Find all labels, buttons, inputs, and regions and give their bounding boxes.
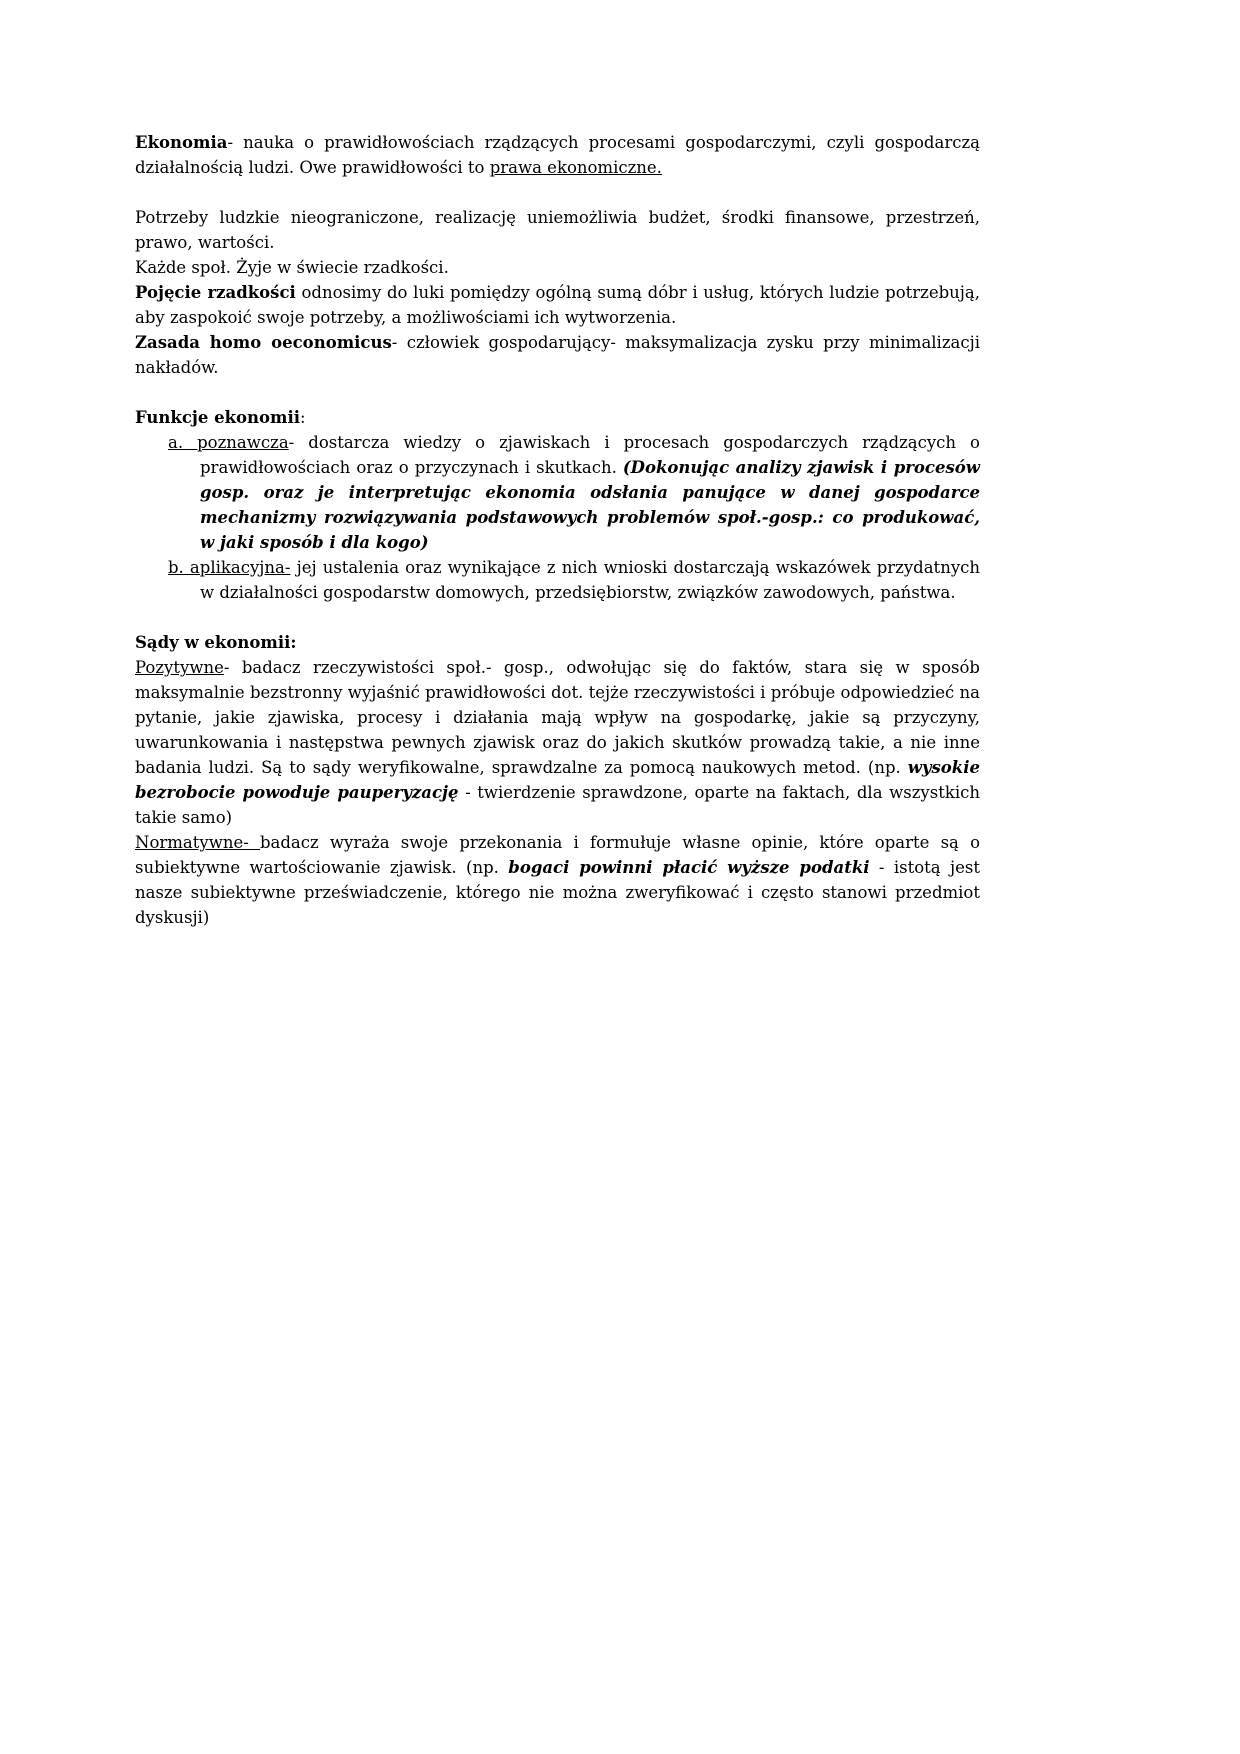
- blank-line: [135, 380, 980, 405]
- text-run: Sądy w ekonomii:: [135, 633, 297, 652]
- document-body: [135, 130, 980, 930]
- paragraph: [135, 255, 980, 280]
- text-run: Normatywne-: [135, 833, 260, 852]
- text-run: (Dokonując analizy zjawisk i procesów gosp. oraz je interpretując ekonomia odsłania panujące w danej gospodarce mechanizmy rozwiązywania podstawowych problemów społ.-gosp.: co produkować, w jaki sposób i dla kogo): [200, 458, 980, 552]
- text-run: Pojęcie rzadkości: [135, 283, 296, 302]
- paragraph: [135, 830, 980, 930]
- text-run: - dostarcza wiedzy o zjawiskach i procesach gospodarczych rządzących o prawidłowościach oraz o przyczynach i skutkach.: [200, 433, 980, 477]
- text-run: a. poznawcza: [168, 433, 289, 452]
- paragraph: [135, 405, 980, 430]
- text-run: Zasada homo oeconomicus: [135, 333, 392, 352]
- text-run: Funkcje ekonomii: [135, 408, 301, 427]
- text-run: - człowiek gospodarujący- maksymalizacja zysku przy minimalizacji nakładów.: [135, 333, 981, 377]
- text-run: bogaci powinni płacić wyższe podatki: [508, 858, 870, 877]
- paragraph: [135, 130, 980, 180]
- paragraph: [135, 205, 980, 255]
- text-run: - twierdzenie sprawdzone, oparte na faktach, dla wszystkich takie samo): [135, 783, 980, 827]
- paragraph: [135, 555, 980, 605]
- paragraph: [135, 330, 980, 380]
- blank-line: [135, 605, 980, 630]
- text-run: Każde społ. Żyje w świecie rzadkości.: [135, 258, 449, 277]
- text-run: - nauka o prawidłowościach rządzących procesami gospodarczymi, czyli gospodarczą działalnością ludzi. Owe prawidłowości to: [135, 133, 980, 177]
- text-run: badacz wyraża swoje przekonania i formułuje własne opinie, które oparte są o subiektywne wartościowanie zjawisk. (np.: [135, 833, 981, 877]
- text-run: Ekonomia: [135, 133, 228, 152]
- text-run: wysokie bezrobocie powoduje pauperyzację: [135, 758, 980, 802]
- text-run: - badacz rzeczywistości społ.- gosp., odwołując się do faktów, stara się w sposób maksymalnie bezstronny wyjaśnić prawidłowości dot. tejże rzeczywistości i próbuje odpowiedzieć na pytanie, jakie zjawiska, procesy i działania mają wpływ na gospodarkę, jakie są przyczyny, uwarunkowania i następstwa pewnych zjawisk oraz do jakich skutków prowadzą takie, a nie inne badania ludzi. Są to sądy weryfikowalne, sprawdzalne za pomocą naukowych metod. (np.: [135, 658, 980, 777]
- text-run: Pozytywne: [135, 658, 224, 677]
- text-run: prawa ekonomiczne.: [489, 158, 662, 177]
- text-run: jej ustalenia oraz wynikające z nich wnioski dostarczają wskazówek przydatnych w działalności gospodarstw domowych, przedsiębiorstw, związków zawodowych, państwa.: [200, 558, 981, 602]
- text-run: Potrzeby ludzkie nieograniczone, realizację uniemożliwia budżet, środki finansowe, przestrzeń, prawo, wartości.: [135, 208, 980, 252]
- paragraph: [135, 280, 980, 330]
- paragraph: [135, 630, 980, 655]
- paragraph: [135, 655, 980, 830]
- text-run: odnosimy do luki pomiędzy ogólną sumą dóbr i usług, których ludzie potrzebują, aby zaspokoić swoje potrzeby, a możliwościami ich wytworzenia.: [135, 283, 980, 327]
- text-run: - istotą jest nasze subiektywne przeświadczenie, którego nie można zweryfikować i często stanowi przedmiot dyskusji): [135, 858, 980, 927]
- paragraph: [135, 430, 980, 555]
- text-run: b. aplikacyjna-: [168, 558, 291, 577]
- blank-line: [135, 180, 980, 205]
- text-run: :: [300, 408, 306, 427]
